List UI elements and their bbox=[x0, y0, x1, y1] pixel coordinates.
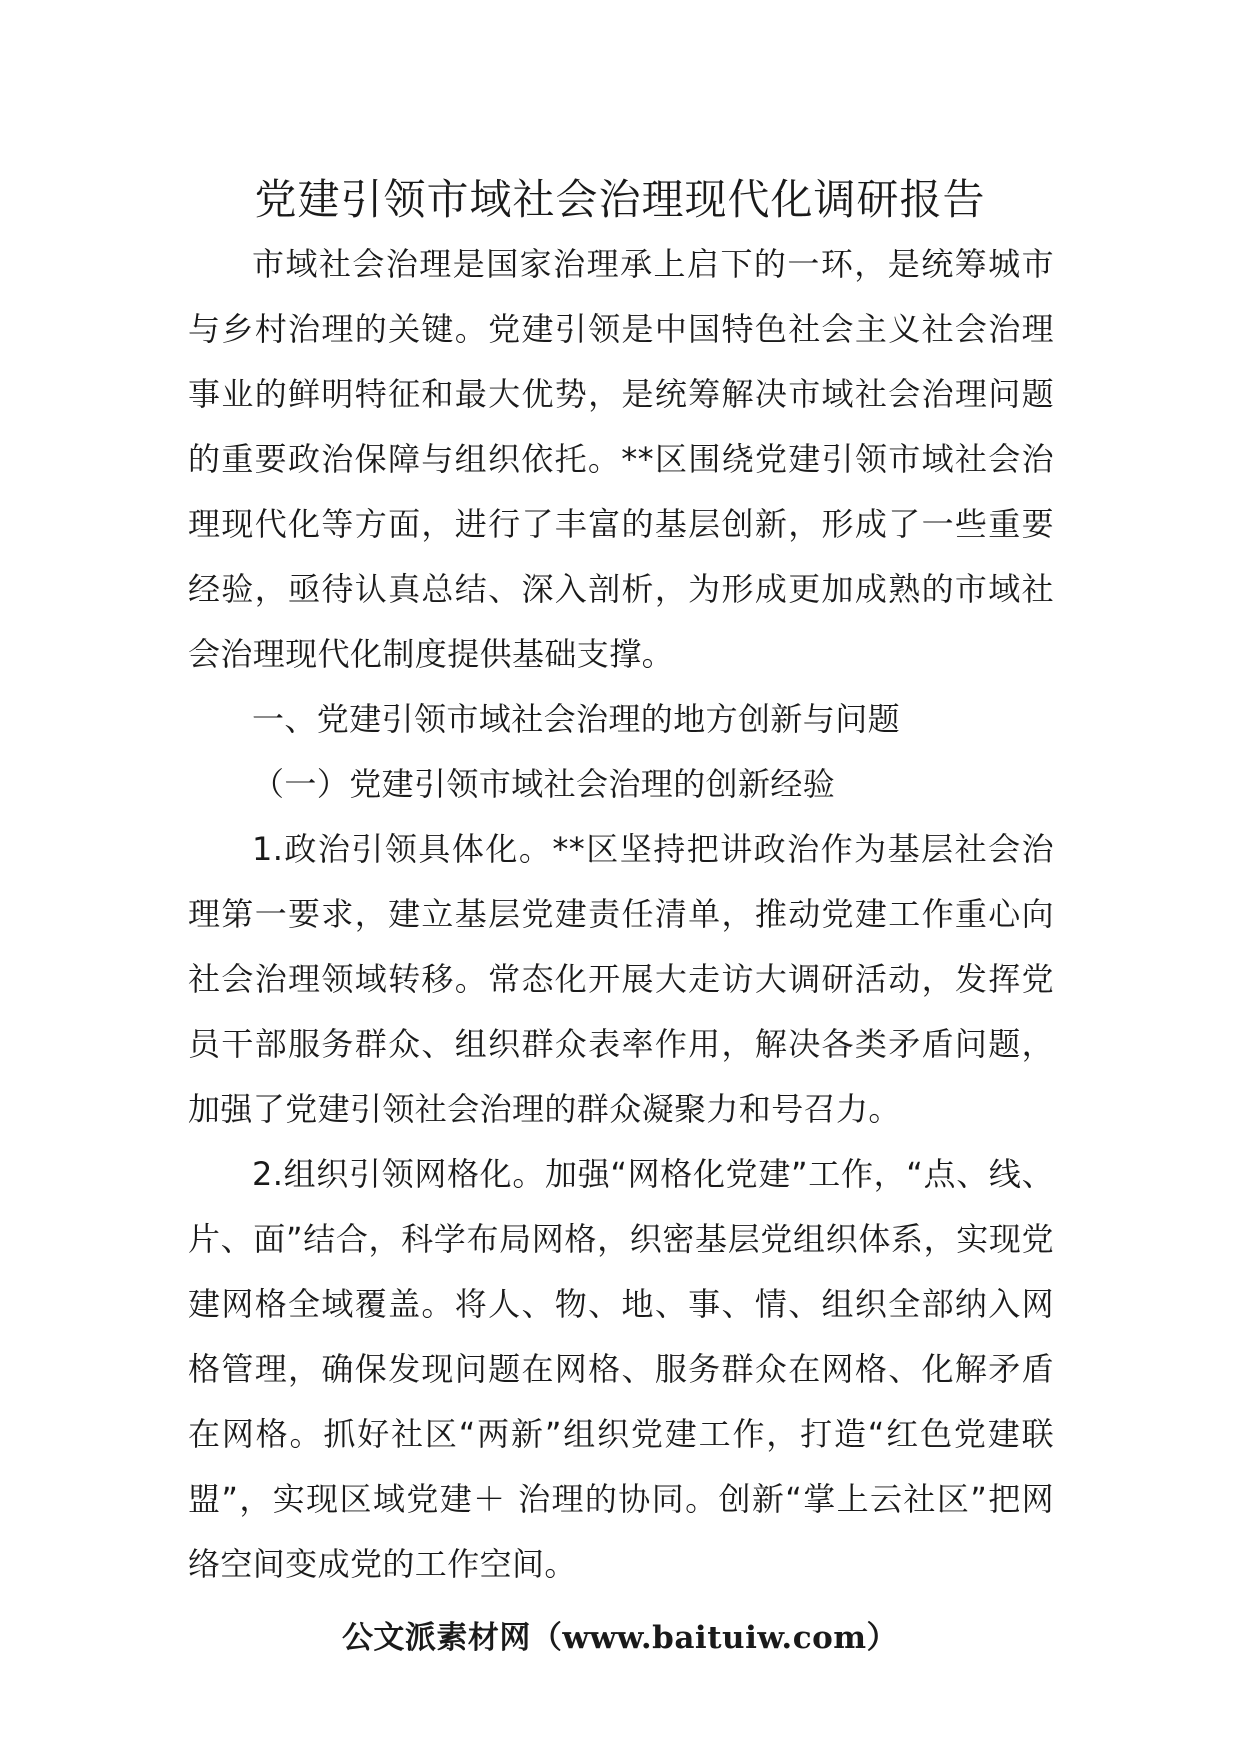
document-body bbox=[188, 232, 1054, 1597]
intro-paragraph: 市域社会治理是国家治理承上启下的一环，是统筹城市与乡村治理的关键。党建引领是中国特色社会主义社会治理事业的鲜明特征和最大优势，是统筹解决市域社会治理问题的重要政治保障与组织依托。**区围绕党建引领市域社会治理现代化等方面，进行了丰富的基层创新，形成了一些重要经验，亟待认真总结、深入剖析，为形成更加成熟的市域社会治理现代化制度提供基础支撑。 bbox=[188, 245, 1054, 673]
point-2-paragraph: 2.组织引领网格化。加强“网格化党建”工作，“点、线、片、面”结合，科学布局网格，织密基层党组织体系，实现党建网格全域覆盖。将人、物、地、事、情、组织全部纳入网格管理，确保发现问题在网格、服务群众在网格、化解矛盾在网格。抓好社区“两新”组织党建工作，打造“红色党建联盟”，实现区域党建＋ 治理的协同。创新“掌上云社区”把网络空间变成党的工作空间。 bbox=[188, 1155, 1054, 1583]
point-1-paragraph: 1.政治引领具体化。**区坚持把讲政治作为基层社会治理第一要求，建立基层党建责任清单，推动党建工作重心向社会治理领域转移。常态化开展大走访大调研活动，发挥党员干部服务群众、组织群众表率作用，解决各类矛盾问题，加强了党建引领社会治理的群众凝聚力和号召力。 bbox=[188, 830, 1054, 1128]
footer-watermark: 公文派素材网（www.baituiw.com） bbox=[341, 1620, 899, 1656]
document-title: 党建引领市域社会治理现代化调研报告 bbox=[254, 175, 986, 224]
section-heading: 一、党建引领市域社会治理的地方创新与问题 bbox=[252, 700, 901, 738]
subsection-heading: （一）党建引领市域社会治理的创新经验 bbox=[252, 765, 836, 803]
